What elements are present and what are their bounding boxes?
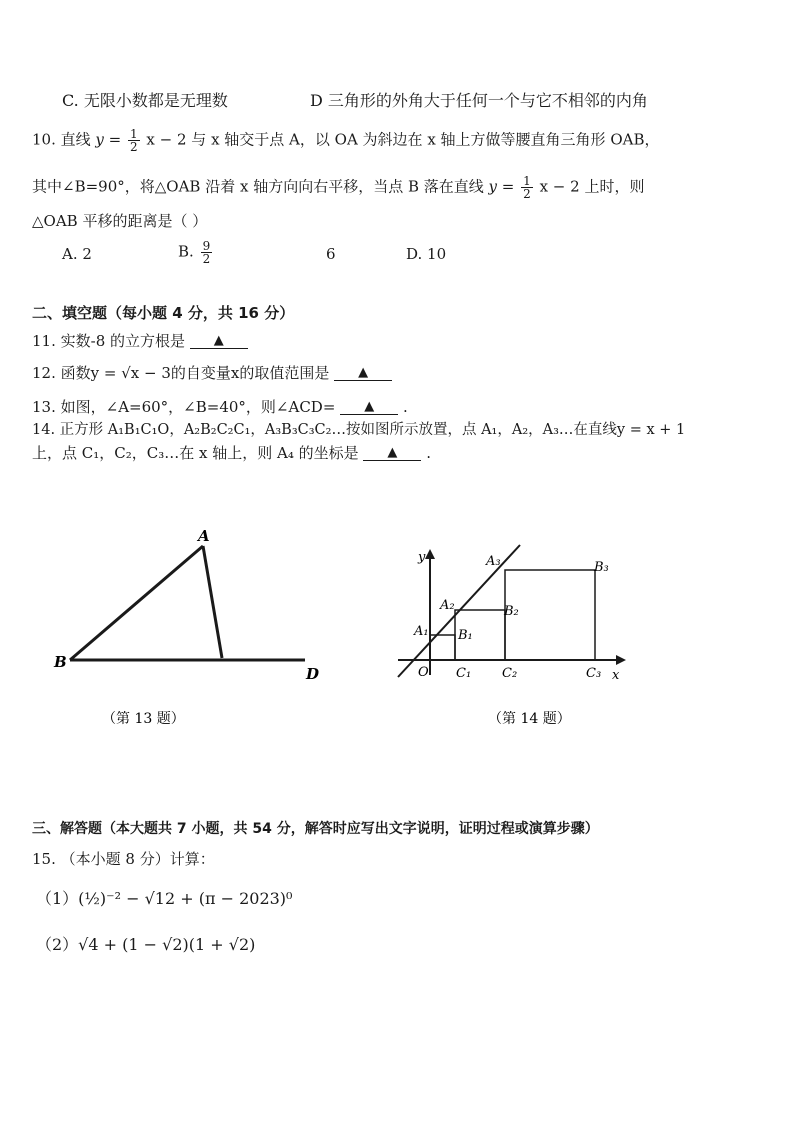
q10-option-a: A. 2 xyxy=(62,245,92,263)
section3-heading: 三、解答题（本大题共 7 小题，共 54 分，解答时应写出文字说明，证明过程或演算步骤） xyxy=(32,821,599,837)
q10-eq2-fraction xyxy=(521,175,533,200)
q12 xyxy=(32,362,392,383)
triangle-marker: ▲ xyxy=(358,365,369,380)
q10-line2-suffix: x − 2 上时，则 xyxy=(539,177,645,196)
q14-answer-blank xyxy=(363,442,421,461)
q10-eq1-fraction xyxy=(128,128,140,153)
triangle-marker: ▲ xyxy=(364,399,375,414)
q10-option-b-den: 2 xyxy=(202,252,211,266)
fig13-label-b: B xyxy=(54,653,67,671)
q10-line-3: △OAB 平移的距离是（ ） xyxy=(32,212,208,230)
q14-text: 上，点 C₁，C₂，C₃…在 x 轴上，则 A₄ 的坐标是 xyxy=(32,444,359,462)
q10-eq1-prefix: y = xyxy=(95,130,122,149)
triangle-marker: ▲ xyxy=(213,333,224,348)
fig14-x-arrow xyxy=(616,655,626,665)
q10-line-1 xyxy=(32,128,659,153)
section2-heading: 二、填空题（每小题 4 分，共 16 分） xyxy=(32,304,295,322)
fig14-line-y-eq-x-plus-1 xyxy=(398,545,520,677)
q10-eq1-suffix: x − 2 与 x 轴交于点 A，以 OA 为斜边在 x 轴上方做等腰直角三角形 OAB， xyxy=(146,130,660,149)
figure-13 xyxy=(50,525,340,725)
q13 xyxy=(32,396,408,417)
q12-text: 12. 函数y = √x − 3的自变量x的取值范围是 xyxy=(32,364,330,382)
q13-period: . xyxy=(402,398,408,416)
q10-option-b-num: 9 xyxy=(202,239,211,253)
fig14-label-a3: A₃ xyxy=(486,554,501,569)
q14-period: . xyxy=(426,444,431,462)
fig14-label-c1: C₁ xyxy=(456,666,472,681)
fig13-side-ba xyxy=(70,546,203,660)
q10-option-b-fraction xyxy=(201,240,213,265)
q11-answer-blank xyxy=(190,330,248,349)
fig14-label-b3: B₃ xyxy=(594,560,609,575)
figure-14 xyxy=(380,535,640,730)
q10-eq1-frac-den: 2 xyxy=(130,140,138,154)
fig13-label-a: A xyxy=(198,527,210,545)
q10-option-d: D. 10 xyxy=(406,245,447,263)
q15-part-1: （1）(½)⁻² − √12 + (π − 2023)⁰ xyxy=(36,889,293,908)
q9-option-c: C. 无限小数都是无理数 xyxy=(62,91,228,110)
fig14-label-b1: B₁ xyxy=(458,628,473,643)
fig14-label-c2: C₂ xyxy=(502,666,518,681)
fig14-y-arrow xyxy=(425,549,435,559)
fig13-side-ac xyxy=(203,546,222,658)
q10-eq2-frac-den: 2 xyxy=(523,187,531,201)
q10-line-2 xyxy=(32,175,644,200)
fig14-label-y: y xyxy=(418,550,426,565)
q14-line-2 xyxy=(32,442,431,463)
q13-answer-blank xyxy=(340,396,398,415)
q13-text: 13. 如图，∠A=60°，∠B=40°，则∠ACD= xyxy=(32,398,336,416)
q9-option-d: D 三角形的外角大于任何一个与它不相邻的内角 xyxy=(310,91,648,110)
q10-option-c: 6 xyxy=(326,245,336,263)
fig14-label-a2: A₂ xyxy=(440,598,455,613)
fig14-label-c3: C₃ xyxy=(586,666,602,681)
q10-eq2-frac-num: 1 xyxy=(523,174,531,188)
fig13-caption: （第 13 题） xyxy=(102,711,185,725)
q10-line2-prefix: 其中∠B=90°，将△OAB 沿着 x 轴方向向右平移，当点 B 落在直线 xyxy=(32,177,484,196)
q11 xyxy=(32,330,248,351)
triangle-marker: ▲ xyxy=(387,445,398,460)
q10-eq1-frac-num: 1 xyxy=(130,127,138,141)
fig14-label-o: O xyxy=(418,665,429,680)
fig13-label-d: D xyxy=(306,665,320,683)
fig14-label-a1: A₁ xyxy=(414,624,429,639)
q14-line-1: 14. 正方形 A₁B₁C₁O，A₂B₂C₂C₁，A₃B₃C₃C₂…按如图所示放置，点 A₁，A₂，A₃…在直线y = x + 1 xyxy=(32,422,686,438)
q10-option-b-label: B. xyxy=(178,242,194,261)
fig14-caption: （第 14 题） xyxy=(488,711,571,727)
fig14-label-b2: B₂ xyxy=(504,604,519,619)
q10-eq2-prefix: y = xyxy=(488,177,515,196)
q15-heading: 15. （本小题 8 分）计算： xyxy=(32,850,215,868)
fig14-label-x: x xyxy=(612,668,620,683)
q10-option-b xyxy=(178,240,214,265)
q15-part-2: （2）√4 + (1 − √2)(1 + √2) xyxy=(36,935,256,954)
q12-answer-blank xyxy=(334,362,392,381)
q10-lead: 10. 直线 xyxy=(32,130,91,149)
q11-text: 11. 实数-8 的立方根是 xyxy=(32,332,186,350)
